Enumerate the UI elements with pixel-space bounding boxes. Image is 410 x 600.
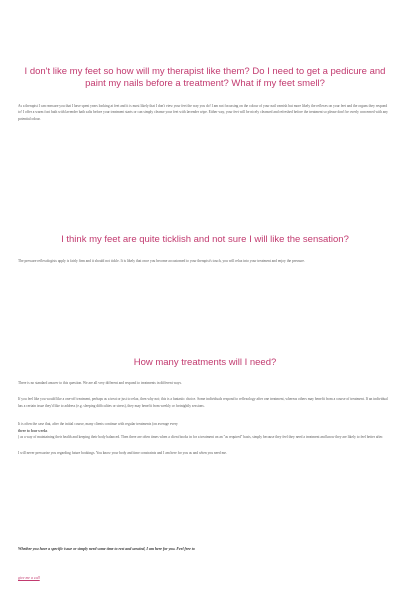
faq-question: I don't like my feet so how will my therapist like them? Do I need to get a pedicure and paint my nails before a treatment? What if my feet smell? (24, 66, 386, 89)
faq-answer: I will never pressurise you regarding future bookings. You know your body and time constraints and I am here for you as and when you need me. (18, 451, 227, 456)
faq-answer: As a therapist I can reassure you that I have spent years looking at feet and it is most likely that I don't view your feet the way you do! I am not focussing on the colour of your nail varnish but more likely the reflexes on your feet and the organs they respond to! I offer a warm foot bath with lavender bath salts before your treatment starts or can simply cleanse your feet with lavender wipe. Either way, your feet will be nicely cleansed and refreshed before the treatment so please don't be overly concerned with any potential odour. (18, 104, 388, 121)
faq-answer-emphasis: three to four weeks (18, 428, 48, 433)
faq-item-how-many (18, 357, 392, 457)
faq-answer: It is often the case that, after the initial course, many clients continue with regular treatments (on average every (18, 422, 178, 427)
faq-item-ticklish (18, 234, 392, 264)
give-me-a-call-link[interactable]: give me a call (18, 576, 40, 580)
faq-question: How many treatments will I need? (133, 357, 277, 368)
faq-answer: ) as a way of maintaining their health and keeping their body balanced. Then there are often times when a client books in for a treatment on an "as required" basis, simply because they feel they need a treatment and know they are likely to feel better after. (18, 435, 384, 440)
faq-question: I think my feet are quite ticklish and not sure I will like the sensation? (61, 234, 349, 245)
faq-item-feet-appearance (18, 66, 392, 122)
faq-answer: There is no standard answer to this question. We are all very different and respond to treatments in different ways. (18, 381, 182, 385)
closing-text: Whether you have a specific issue or simply need some time to rest and unwind, I am here for you. Feel free to (18, 547, 195, 551)
faq-answer: The pressure reflexologists apply is fairly firm and it should not tickle. It is likely that once you become accustomed to your therapist's touch, you will relax into your treatment and enjoy the pressure. (18, 259, 305, 263)
faq-answer: If you feel like you would like a one-off treatment, perhaps as a treat or just to relax, then why not; this is a fantastic choice. Some individuals respond to reflexology after one treatment, whereas others may benefit from a course of treatment. If an individual has a certain issue they'd like to address (e.g. sleeping difficulties or stress), they may benefit from weekly or fortnightly sessions. (18, 397, 388, 408)
closing-block (18, 546, 392, 584)
